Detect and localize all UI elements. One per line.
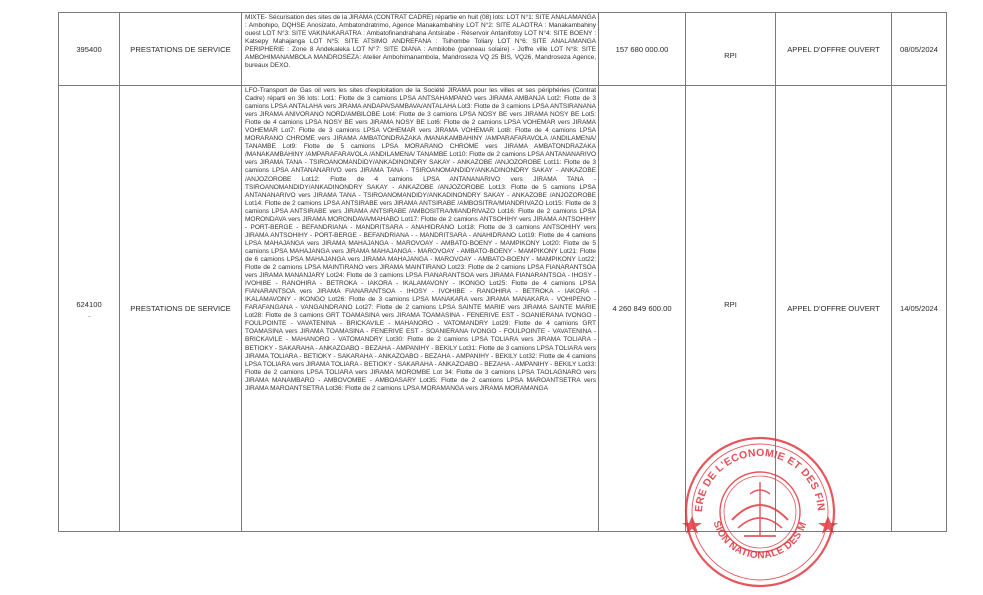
row-procedure-cell [776, 13, 892, 86]
row-amount-cell [599, 13, 686, 86]
row-source: RPI [724, 300, 737, 309]
row-amount: 4 260 849 600.00 [612, 304, 672, 313]
official-stamp [680, 432, 840, 590]
row-date: 14/05/2024 [899, 304, 938, 313]
row-procedure: APPEL D'OFFRE OUVERT [787, 304, 880, 313]
stamp-outer-text: ERE DE L'ECONOMIE ET DES FIN [692, 446, 828, 513]
row-code-cell [59, 13, 120, 86]
row-amount-cell [599, 86, 686, 532]
row-procedure: APPEL D'OFFRE OUVERT [787, 44, 880, 54]
table-row [59, 13, 947, 86]
row-source: RPI [724, 51, 737, 60]
row-description: LFO-Transport de Gas oil vers les sites d'exploitation de la Société JIRAMA pour les villes et ses périphéries (Contrat Cadre) réparti en 36 lots: Lot1: Flotte de 3 camions LPSA ANTSAHAMPANO vers JIRAMA AMBANJA Lot2: Flotte de 3 camions LPSA ANTALAHA vers JIRAMA ANDAPA/SAMBAVA/ANTALAHA Lot3: Flotte de 3 camions LPSA ANTSIRANANA vers JIRAMA ANIVORANO NORD/AMBILOBE Lot4: Flotte de 3 camions LPSA NOSY BE vers JIRAMA NOSY BE Lot5: Flotte de 4 camions LPSA NOSY BE vers JIRAMA NOSY BE Lot6: Flotte de 2 camions LPSA VOHEMAR vers JIRAMA VOHEMAR Lot7: Flotte de 3 camions LPSA VOHEMAR vers JIRAMA VOHEMAR Lot8: Flotte de 4 camions LPSA MORARANO CHROME vers JIRAMA AMBATONDRAZAKA /MANAKAMBAHINY /AMPARAFARAVOLA /ANDILAMENA/ TANAMBE Lot9: Flotte de 5 camions LPSA MORARANO CHROME vers JIRAMA AMBATONDRAZAKA /MANAKAMBAHINY /AMPARAFARAVOLA /ANDILAMENA/ TANAMBE Lot10: Flotte de 2 camions LPSA ANTANANARIVO vers JIRAMA TANA - TSIROANOMANDIDY/ANKADINONDRY SAKAY - ANKAZOBE /ANJOZOROBE Lot11: Flotte de 3 camions LPSA ANTANANARIVO vers JIRAMA TANA - TSIROANOMANDIDY/ANKADINONDRY SAKAY - ANKAZOBE /ANJOZOROBE Lot12: Flotte de 4 camions LPSA ANTANANARIVO vers JIRAMA TANA - TSIROANOMANDIDY/ANKADINONDRY SAKAY - ANKAZOBE /ANJOZOROBE Lot13: Flotte de 5 camions LPSA ANTANANARIVO vers JIRAMA TANA - TSIROANOMANDIDY/ANKADINONDRY SAKAY - ANKAZOBE /ANJOZOROBE Lot14: Flotte de 2 camions LPSA ANTSIRABE vers JIRAMA ANTSIRABE /AMBOSITRA/MIANDRIVAZO Lot15: Flotte de 3 camions LPSA ANTSIRABE vers JIRAMA ANTSIRABE /AMBOSITRA/MIANDRIVAZO Lot16: Flotte de 2 camions LPSA MORONDAVA vers JIRAMA MORONDAVA/MAHABO Lot17: Flotte de 2 camions ANTSOHIHY vers JIRAMA ANTSOHIHY - PORT-BERGE - BEFANDRIANA - MANDRITSARA - ANAHIDRANO Lot18: Flotte de 3 camions ANTSOHIHY vers JIRAMA ANTSOHIHY - PORT-BERGE - BEFANDRIANA - - MANDRITSARA - ANAHIDRANO Lot19: Flotte de 4 camions LPSA MAHAJANGA vers JIRAMA MAHAJANGA - MAROVOAY - AMBATO-BOENY - MAMPIKONY Lot20: Flotte de 5 camions LPSA MAHAJANGA vers JIRAMA MAHAJANGA - MAROVOAY - AMBATO-BOENY - MAMPIKONY Lot21: Flotte de 6 camions LPSA MAHAJANGA vers JIRAMA MAHAJANGA - MAROVOAY - AMBATO-BOENY - MAMPIKONY Lot22: Flotte de 2 camions LPSA MAINTIRANO vers JIRAMA MAINTIRANO Lot23: Flotte de 2 camions LPSA FIANARANTSOA vers JIRAMA MANANJARY Lot24: Flotte de 3 camions LPSA FIANARANTSOA vers JIRAMA FIANARANTSOA - IHOSY - IVOHIBE - RANOHIRA - BETROKA - IAKORA - IKALAMAVONY - IKONGO Lot25: Flotte de 4 camions LPSA FIANARANTSOA vers JIRAMA FIANARANTSOA - IHOSY - IVOHIBE - RANOHIRA - BETROKA - IAKORA - IKALAMAVONY - IKONGO Lot26: Flotte de 3 camions LPSA MANAKARA vers JIRAMA MANAKARA - VOHIPENO - FARAFANGANA - VANGAINDRANO Lot27: Flotte de 2 camions LPSA SAINTE MARIE vers JIRAMA SAINTE MARIE Lot28: Flotte de 3 camions GRT TOAMASINA vers JIRAMA TOAMASINA - FENERIVE EST - SOANIERANA IVONGO - FOULPOINTE - VAVATENINA - BRICKAVILE - MAHANORO - VATOMANDRY Lot29: Flotte de 4 camions GRT TOAMASINA vers JIRAMA TOAMASINA - FENERIVE EST - SOANIERANA IVONGO - FOULPOINTE - VAVATENINA - BRICKAVILE - MAHANORO - VATOMANDRY Lot30: Flotte de 2 camions LPSA TOLIARA vers JIRAMA TOLIARA - BETIOKY - SAKARAHA - ANKAZOABO - BEZAHA - AMPANIHY - BEKILY Lot31: Flotte de 3 camions LPSA TOLIARA vers JIRAMA TOLIARA - BETIOKY - SAKARAHA - ANKAZOABO - BEZAHA - AMPANIHY - BEKILY Lot32: Flotte de 4 camions LPSA TOLIARA vers JIRAMA TOLIARA - BETIOKY - SAKARAHA - ANKAZOABO - BEZAHA - AMPANIHY - BEKILY Lot33: Flotte de 2 camions LPSA TOLIARA vers JIRAMA MOROMBE Lot 34: Flotte de 3 camions LPSA TAOLAGNARO vers JIRAMA MANAMBARO - AMBOVOMBE - AMBOASARY Lot35: Flotte de 2 camions LPSA MAROANTSETRA vers JIRAMA MAROANTSETRA Lot36: Flotte de 2 camions LPSA MORAMANGA vers JIRAMA MORAMANGA [242, 86, 599, 532]
row-date-cell [892, 13, 947, 86]
row-code: 624100 [76, 300, 102, 309]
stamp-inner-text: SION NATIONALE DES M [710, 519, 810, 562]
row-date-cell [892, 86, 947, 532]
row-code-cell [59, 86, 120, 532]
row-description: MIXTE- Sécurisation des sites de la JIRAMA (CONTRAT CADRE) répartie en huit (08) lots: LOT N°1: SITE ANALAMANGA : Ambohipo, DQHSE Anosizato, Ambatondratrimo, Agence Manakambahiny LOT N°2: SITE ALAOTRA : Manakambahiny ouest LOT N°3: SITE VAKINAKARATRA : Ambatofinandrahana Antsirabe - Réservoir Antanifotsy LOT N°4: SITE BOENY : Katsepy Mahajanga LOT N°5: SITE ATSIMO ANDREFANA : Tsihombe Toliary LOT N°6: SITE ANALAMANGA PERIPHERIE : Zone 8 Andekaleka LOT N°7: SITE DIANA : Ambilobe (panneau solaire) - Joffre ville LOT N°8: SITE AMBOHIMANAMBOLA MANDROSEZA: Atelier Ambohimanambola, Mandroseza VQ 25 BIS, VQ26, Mandroseza Agence, bureaux DEXO. [242, 13, 599, 86]
row-type-cell [120, 86, 242, 532]
row-type: PRESTATIONS DE SERVICE [130, 304, 231, 313]
row-type: PRESTATIONS DE SERVICE [130, 44, 231, 54]
pen-mark [88, 316, 91, 317]
stamp-seal-icon [680, 432, 840, 590]
row-amount: 157 680 000.00 [615, 44, 669, 54]
row-type-cell [120, 13, 242, 86]
row-code: 395400 [76, 44, 102, 54]
row-source-cell [686, 13, 776, 86]
row-date: 08/05/2024 [899, 44, 938, 54]
